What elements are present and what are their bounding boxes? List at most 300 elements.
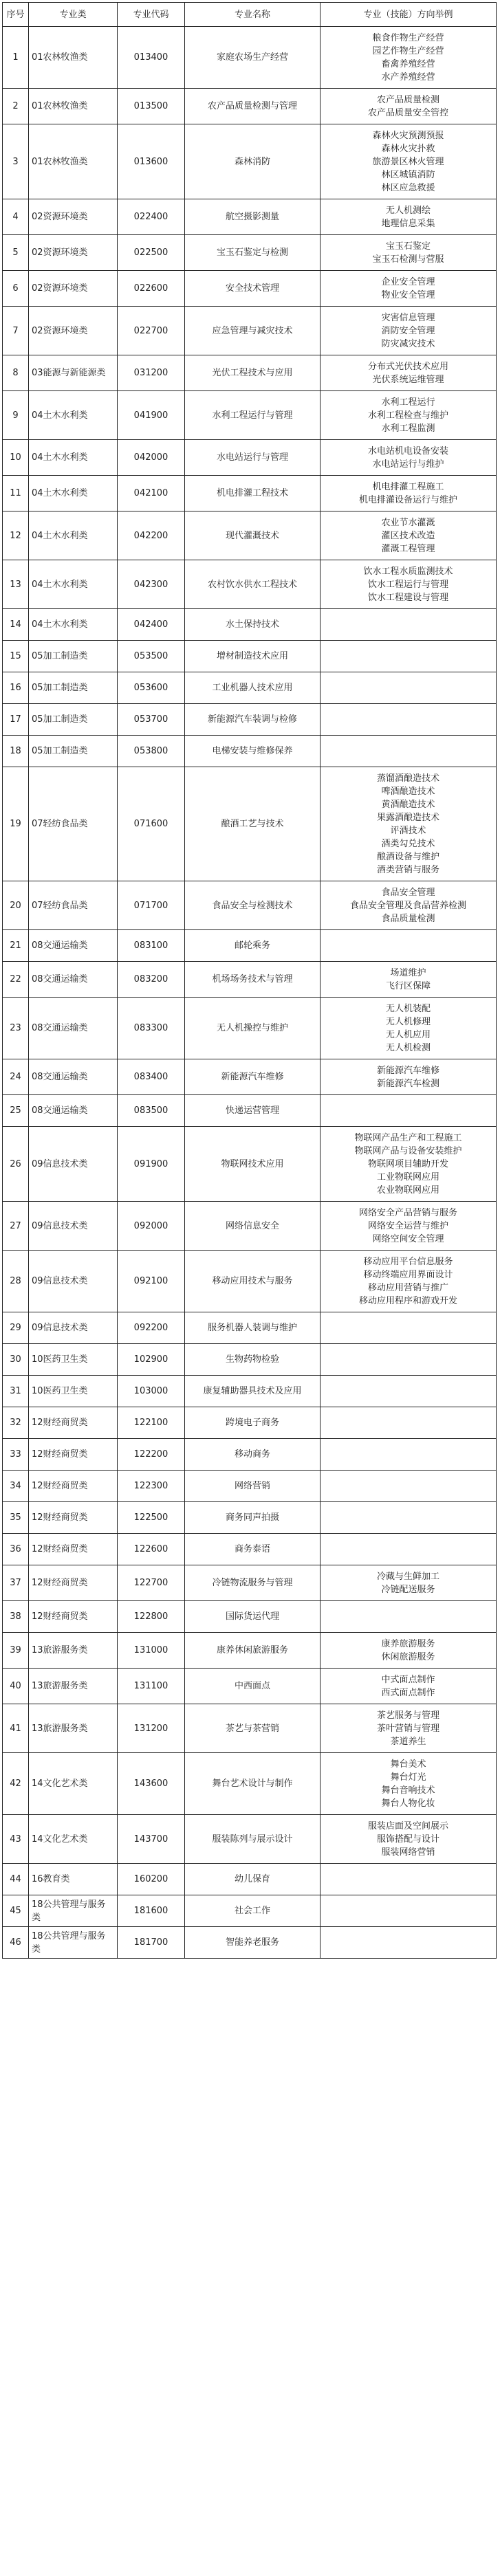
table-row — [3, 609, 497, 641]
seq-cell: 27 — [3, 1202, 29, 1251]
direction-item: 网络安全运营与维护 — [367, 1220, 448, 1231]
major-name-cell: 无人机操控与维护 — [185, 998, 320, 1059]
table-row — [3, 1439, 497, 1471]
code-cell: 042200 — [118, 511, 185, 560]
directions-cell — [320, 736, 497, 767]
direction-item: 服饰搭配与设计 — [376, 1834, 439, 1845]
direction-item: 黄酒酿造技术 — [381, 799, 435, 810]
major-name-cell: 商务同声拍摄 — [185, 1502, 320, 1534]
table-row — [3, 1471, 497, 1502]
header-category: 专业类 — [29, 3, 118, 27]
category-cell: 08交通运输类 — [29, 1059, 118, 1095]
seq-cell: 30 — [3, 1344, 29, 1376]
major-name-cell: 安全技术管理 — [185, 271, 320, 307]
directions-cell — [320, 560, 497, 609]
category-cell: 07轻纺食品类 — [29, 881, 118, 930]
direction-item: 移动应用营销与推广 — [367, 1282, 448, 1293]
table-row — [3, 1753, 497, 1815]
table-row — [3, 89, 497, 124]
code-cell: 031200 — [118, 355, 185, 391]
direction-item: 移动终端应用界面设计 — [363, 1269, 453, 1280]
seq-cell: 31 — [3, 1376, 29, 1407]
direction-item: 机电排灌设备运行与维护 — [358, 494, 457, 505]
code-cell: 022500 — [118, 235, 185, 271]
direction-item: 农业物联网应用 — [376, 1185, 439, 1196]
table-row — [3, 476, 497, 511]
header-seq: 序号 — [3, 3, 29, 27]
major-name-cell: 康养休闲旅游服务 — [185, 1633, 320, 1669]
code-cell: 103000 — [118, 1376, 185, 1407]
seq-cell: 40 — [3, 1669, 29, 1704]
category-cell: 05加工制造类 — [29, 704, 118, 736]
table-row — [3, 641, 497, 672]
category-cell: 10医药卫生类 — [29, 1376, 118, 1407]
major-name-cell: 新能源汽车维修 — [185, 1059, 320, 1095]
category-cell: 08交通运输类 — [29, 1095, 118, 1127]
major-name-cell: 快递运营管理 — [185, 1095, 320, 1127]
direction-item: 水利工程运行 — [381, 397, 435, 408]
directions-cell — [320, 124, 497, 199]
category-cell: 02资源环境类 — [29, 199, 118, 235]
category-cell: 14文化艺术类 — [29, 1815, 118, 1864]
direction-item: 水利工程监测 — [381, 423, 435, 434]
direction-item: 舞台美术 — [390, 1759, 426, 1770]
code-cell: 131200 — [118, 1704, 185, 1753]
table-row — [3, 391, 497, 440]
direction-item: 粮食作物生产经营 — [372, 32, 444, 43]
code-cell: 122300 — [118, 1471, 185, 1502]
category-cell: 01农林牧渔类 — [29, 124, 118, 199]
code-cell: 071600 — [118, 767, 185, 881]
seq-cell: 1 — [3, 27, 29, 89]
direction-item: 饮水工程运行与管理 — [367, 579, 448, 590]
major-name-cell: 移动应用技术与服务 — [185, 1251, 320, 1312]
seq-cell: 34 — [3, 1471, 29, 1502]
table-row — [3, 27, 497, 89]
header-row — [3, 3, 497, 27]
direction-item: 宝玉石鉴定 — [385, 241, 431, 252]
table-row — [3, 962, 497, 998]
direction-item: 评酒技术 — [390, 825, 426, 836]
directions-cell — [320, 89, 497, 124]
major-name-cell: 机场场务技术与管理 — [185, 962, 320, 998]
category-cell: 04土木水利类 — [29, 476, 118, 511]
seq-cell: 10 — [3, 440, 29, 476]
code-cell: 131000 — [118, 1633, 185, 1669]
seq-cell: 44 — [3, 1864, 29, 1895]
direction-item: 飞行区保障 — [385, 980, 431, 991]
direction-item: 物联网产品生产和工程施工 — [354, 1132, 462, 1143]
direction-item: 西式面点制作 — [381, 1687, 435, 1698]
seq-cell: 38 — [3, 1601, 29, 1633]
category-cell: 12财经商贸类 — [29, 1407, 118, 1439]
table-row — [3, 1633, 497, 1669]
seq-cell: 41 — [3, 1704, 29, 1753]
direction-item: 康养旅游服务 — [381, 1638, 435, 1649]
direction-item: 水产养殖经营 — [381, 71, 435, 82]
seq-cell: 14 — [3, 609, 29, 641]
category-cell: 02资源环境类 — [29, 235, 118, 271]
category-cell: 01农林牧渔类 — [29, 27, 118, 89]
code-cell: 131100 — [118, 1669, 185, 1704]
code-cell: 122500 — [118, 1502, 185, 1534]
table-row — [3, 560, 497, 609]
category-cell: 08交通运输类 — [29, 962, 118, 998]
direction-item: 冷藏与生鲜加工 — [376, 1571, 439, 1582]
category-cell: 12财经商贸类 — [29, 1502, 118, 1534]
category-cell: 12财经商贸类 — [29, 1439, 118, 1471]
category-cell: 04土木水利类 — [29, 511, 118, 560]
code-cell: 083200 — [118, 962, 185, 998]
category-cell: 13旅游服务类 — [29, 1669, 118, 1704]
category-cell: 04土木水利类 — [29, 560, 118, 609]
category-cell: 05加工制造类 — [29, 672, 118, 704]
directions-cell — [320, 1407, 497, 1439]
code-cell: 053500 — [118, 641, 185, 672]
table-row — [3, 1895, 497, 1927]
seq-cell: 2 — [3, 89, 29, 124]
code-cell: 143600 — [118, 1753, 185, 1815]
major-name-cell: 服务机器人装调与维护 — [185, 1312, 320, 1344]
direction-item: 饮水工程水质监测技术 — [363, 566, 453, 577]
direction-item: 农产品质量检测 — [376, 94, 439, 105]
major-name-cell: 机电排灌工程技术 — [185, 476, 320, 511]
directions-cell — [320, 1601, 497, 1633]
directions-cell — [320, 440, 497, 476]
direction-item: 企业安全管理 — [381, 276, 435, 287]
direction-item: 食品安全管理 — [381, 887, 435, 898]
code-cell: 053600 — [118, 672, 185, 704]
directions-cell — [320, 1633, 497, 1669]
category-cell: 04土木水利类 — [29, 391, 118, 440]
directions-cell — [320, 1565, 497, 1601]
major-name-cell: 商务泰语 — [185, 1534, 320, 1565]
table-row — [3, 998, 497, 1059]
direction-item: 林区城镇消防 — [381, 169, 435, 180]
category-cell: 09信息技术类 — [29, 1127, 118, 1202]
code-cell: 022400 — [118, 199, 185, 235]
directions-cell — [320, 1895, 497, 1927]
seq-cell: 9 — [3, 391, 29, 440]
directions-cell — [320, 235, 497, 271]
category-cell: 12财经商贸类 — [29, 1534, 118, 1565]
seq-cell: 43 — [3, 1815, 29, 1864]
code-cell: 013600 — [118, 124, 185, 199]
code-cell: 092100 — [118, 1251, 185, 1312]
table-row — [3, 307, 497, 355]
major-name-cell: 家庭农场生产经营 — [185, 27, 320, 89]
direction-item: 农产品质量安全管控 — [367, 107, 448, 118]
code-cell: 181600 — [118, 1895, 185, 1927]
direction-item: 网络安全产品营销与服务 — [358, 1207, 457, 1218]
directions-cell — [320, 1059, 497, 1095]
direction-item: 酒类营销与服务 — [376, 864, 439, 875]
directions-cell — [320, 1534, 497, 1565]
direction-item: 服装网络营销 — [381, 1847, 435, 1858]
direction-item: 森林火灾预测预报 — [372, 130, 444, 141]
seq-cell: 19 — [3, 767, 29, 881]
seq-cell: 11 — [3, 476, 29, 511]
major-name-cell: 冷链物流服务与管理 — [185, 1565, 320, 1601]
directions-cell — [320, 199, 497, 235]
direction-item: 新能源汽车检测 — [376, 1078, 439, 1089]
code-cell: 092000 — [118, 1202, 185, 1251]
seq-cell: 4 — [3, 199, 29, 235]
direction-item: 无人机检测 — [385, 1042, 431, 1053]
major-name-cell: 增材制造技术应用 — [185, 641, 320, 672]
table-row — [3, 1312, 497, 1344]
directions-cell — [320, 1471, 497, 1502]
code-cell: 013400 — [118, 27, 185, 89]
table-row — [3, 1669, 497, 1704]
seq-cell: 39 — [3, 1633, 29, 1669]
major-name-cell: 水土保持技术 — [185, 609, 320, 641]
direction-item: 网络空间安全管理 — [372, 1233, 444, 1244]
table-row — [3, 704, 497, 736]
table-row — [3, 767, 497, 881]
table-row — [3, 672, 497, 704]
direction-item: 机电排灌工程施工 — [372, 481, 444, 492]
code-cell: 143700 — [118, 1815, 185, 1864]
code-cell: 083400 — [118, 1059, 185, 1095]
seq-cell: 18 — [3, 736, 29, 767]
direction-item: 物业安全管理 — [381, 289, 435, 300]
code-cell: 122100 — [118, 1407, 185, 1439]
category-cell: 08交通运输类 — [29, 998, 118, 1059]
directions-cell — [320, 307, 497, 355]
direction-item: 林区应急救援 — [381, 182, 435, 193]
major-name-cell: 智能养老服务 — [185, 1927, 320, 1959]
major-name-cell: 光伏工程技术与应用 — [185, 355, 320, 391]
directions-cell — [320, 962, 497, 998]
major-name-cell: 农村饮水供水工程技术 — [185, 560, 320, 609]
direction-item: 移动应用平台信息服务 — [363, 1256, 453, 1267]
category-cell: 12财经商贸类 — [29, 1601, 118, 1633]
directions-cell — [320, 998, 497, 1059]
code-cell: 042100 — [118, 476, 185, 511]
direction-item: 防灾减灾技术 — [381, 338, 435, 349]
table-row — [3, 1565, 497, 1601]
major-name-cell: 酿酒工艺与技术 — [185, 767, 320, 881]
direction-item: 水电站机电设备安装 — [367, 445, 448, 456]
category-cell: 01农林牧渔类 — [29, 89, 118, 124]
category-cell: 18公共管理与服务类 — [29, 1895, 118, 1927]
major-name-cell: 服装陈列与展示设计 — [185, 1815, 320, 1864]
table-row — [3, 440, 497, 476]
direction-item: 场道维护 — [390, 967, 426, 978]
seq-cell: 7 — [3, 307, 29, 355]
category-cell: 05加工制造类 — [29, 736, 118, 767]
seq-cell: 32 — [3, 1407, 29, 1439]
table-row — [3, 1127, 497, 1202]
category-cell: 16教育类 — [29, 1864, 118, 1895]
code-cell: 013500 — [118, 89, 185, 124]
direction-item: 蒸馏酒酿造技术 — [376, 773, 439, 784]
table-row — [3, 1202, 497, 1251]
direction-item: 光伏系统运维管理 — [372, 374, 444, 385]
table-row — [3, 1407, 497, 1439]
directions-cell — [320, 1864, 497, 1895]
direction-item: 无人机测绘 — [385, 205, 431, 216]
code-cell: 071700 — [118, 881, 185, 930]
table-row — [3, 1864, 497, 1895]
direction-item: 消防安全管理 — [381, 325, 435, 336]
seq-cell: 12 — [3, 511, 29, 560]
direction-item: 旅游景区林火管理 — [372, 156, 444, 167]
direction-item: 农业节水灌溉 — [381, 517, 435, 528]
seq-cell: 25 — [3, 1095, 29, 1127]
category-cell: 18公共管理与服务类 — [29, 1927, 118, 1959]
major-name-cell: 新能源汽车装调与检修 — [185, 704, 320, 736]
major-name-cell: 茶艺与茶营销 — [185, 1704, 320, 1753]
major-name-cell: 航空摄影测量 — [185, 199, 320, 235]
major-name-cell: 社会工作 — [185, 1895, 320, 1927]
table-row — [3, 235, 497, 271]
table-row — [3, 1251, 497, 1312]
directions-cell — [320, 1669, 497, 1704]
direction-item: 饮水工程建设与管理 — [367, 592, 448, 603]
category-cell: 05加工制造类 — [29, 641, 118, 672]
direction-item: 新能源汽车维修 — [376, 1065, 439, 1076]
table-row — [3, 199, 497, 235]
direction-item: 中式面点制作 — [381, 1674, 435, 1685]
seq-cell: 6 — [3, 271, 29, 307]
directions-cell — [320, 511, 497, 560]
direction-item: 茶叶营销与管理 — [376, 1723, 439, 1734]
category-cell: 12财经商贸类 — [29, 1471, 118, 1502]
direction-item: 啤酒酿造技术 — [381, 786, 435, 797]
majors-table — [2, 2, 497, 1959]
code-cell: 181700 — [118, 1927, 185, 1959]
code-cell: 042400 — [118, 609, 185, 641]
major-name-cell: 网络信息安全 — [185, 1202, 320, 1251]
major-name-cell: 农产品质量检测与管理 — [185, 89, 320, 124]
directions-cell — [320, 391, 497, 440]
table-row — [3, 511, 497, 560]
seq-cell: 16 — [3, 672, 29, 704]
major-name-cell: 水利工程运行与管理 — [185, 391, 320, 440]
code-cell: 083500 — [118, 1095, 185, 1127]
header-directions: 专业（技能）方向举例 — [320, 3, 497, 27]
seq-cell: 15 — [3, 641, 29, 672]
seq-cell: 21 — [3, 930, 29, 962]
direction-item: 物联网项目辅助开发 — [367, 1158, 448, 1169]
directions-cell — [320, 1376, 497, 1407]
seq-cell: 26 — [3, 1127, 29, 1202]
code-cell: 041900 — [118, 391, 185, 440]
directions-cell — [320, 1344, 497, 1376]
direction-item: 工业物联网应用 — [376, 1171, 439, 1182]
directions-cell — [320, 1095, 497, 1127]
direction-item: 水电站运行与维护 — [372, 459, 444, 470]
directions-cell — [320, 1439, 497, 1471]
major-name-cell: 食品安全与检测技术 — [185, 881, 320, 930]
directions-cell — [320, 1251, 497, 1312]
code-cell: 083300 — [118, 998, 185, 1059]
major-name-cell: 生物药物检验 — [185, 1344, 320, 1376]
direction-item: 酿酒设备与维护 — [376, 851, 439, 862]
seq-cell: 45 — [3, 1895, 29, 1927]
table-row — [3, 881, 497, 930]
direction-item: 无人机修理 — [385, 1016, 431, 1027]
table-row — [3, 1601, 497, 1633]
major-name-cell: 工业机器人技术应用 — [185, 672, 320, 704]
category-cell: 02资源环境类 — [29, 271, 118, 307]
direction-item: 果露酒酿造技术 — [376, 812, 439, 823]
directions-cell — [320, 704, 497, 736]
table-row — [3, 1344, 497, 1376]
major-name-cell: 网络营销 — [185, 1471, 320, 1502]
major-name-cell: 康复辅助器具技术及应用 — [185, 1376, 320, 1407]
major-name-cell: 电梯安装与维修保养 — [185, 736, 320, 767]
category-cell: 09信息技术类 — [29, 1251, 118, 1312]
major-name-cell: 舞台艺术设计与制作 — [185, 1753, 320, 1815]
direction-item: 移动应用程序和游戏开发 — [358, 1295, 457, 1306]
directions-cell — [320, 881, 497, 930]
direction-item: 舞台灯光 — [390, 1772, 426, 1783]
directions-cell — [320, 930, 497, 962]
major-name-cell: 森林消防 — [185, 124, 320, 199]
code-cell: 053800 — [118, 736, 185, 767]
category-cell: 09信息技术类 — [29, 1312, 118, 1344]
directions-cell — [320, 1312, 497, 1344]
seq-cell: 42 — [3, 1753, 29, 1815]
table-row — [3, 736, 497, 767]
directions-cell — [320, 355, 497, 391]
table-row — [3, 1502, 497, 1534]
direction-item: 畜禽养殖经营 — [381, 58, 435, 69]
category-cell: 09信息技术类 — [29, 1202, 118, 1251]
table-row — [3, 1704, 497, 1753]
header-code: 专业代码 — [118, 3, 185, 27]
seq-cell: 20 — [3, 881, 29, 930]
category-cell: 13旅游服务类 — [29, 1633, 118, 1669]
code-cell: 122200 — [118, 1439, 185, 1471]
seq-cell: 36 — [3, 1534, 29, 1565]
table-row — [3, 1376, 497, 1407]
seq-cell: 29 — [3, 1312, 29, 1344]
directions-cell — [320, 1502, 497, 1534]
direction-item: 无人机应用 — [385, 1029, 431, 1040]
seq-cell: 33 — [3, 1439, 29, 1471]
code-cell: 053700 — [118, 704, 185, 736]
directions-cell — [320, 1704, 497, 1753]
directions-cell — [320, 1927, 497, 1959]
directions-cell — [320, 476, 497, 511]
category-cell: 10医药卫生类 — [29, 1344, 118, 1376]
directions-cell — [320, 27, 497, 89]
major-name-cell: 水电站运行与管理 — [185, 440, 320, 476]
category-cell: 12财经商贸类 — [29, 1565, 118, 1601]
direction-item: 宝玉石检测与营服 — [372, 254, 444, 265]
seq-cell: 5 — [3, 235, 29, 271]
category-cell: 14文化艺术类 — [29, 1753, 118, 1815]
seq-cell: 46 — [3, 1927, 29, 1959]
table-row — [3, 355, 497, 391]
code-cell: 042000 — [118, 440, 185, 476]
direction-item: 灾害信息管理 — [381, 312, 435, 323]
direction-item: 无人机装配 — [385, 1003, 431, 1014]
major-name-cell: 现代灌溉技术 — [185, 511, 320, 560]
directions-cell — [320, 609, 497, 641]
category-cell: 08交通运输类 — [29, 930, 118, 962]
code-cell: 022700 — [118, 307, 185, 355]
seq-cell: 8 — [3, 355, 29, 391]
directions-cell — [320, 1815, 497, 1864]
table-row — [3, 124, 497, 199]
major-name-cell: 幼儿保育 — [185, 1864, 320, 1895]
major-name-cell: 跨境电子商务 — [185, 1407, 320, 1439]
